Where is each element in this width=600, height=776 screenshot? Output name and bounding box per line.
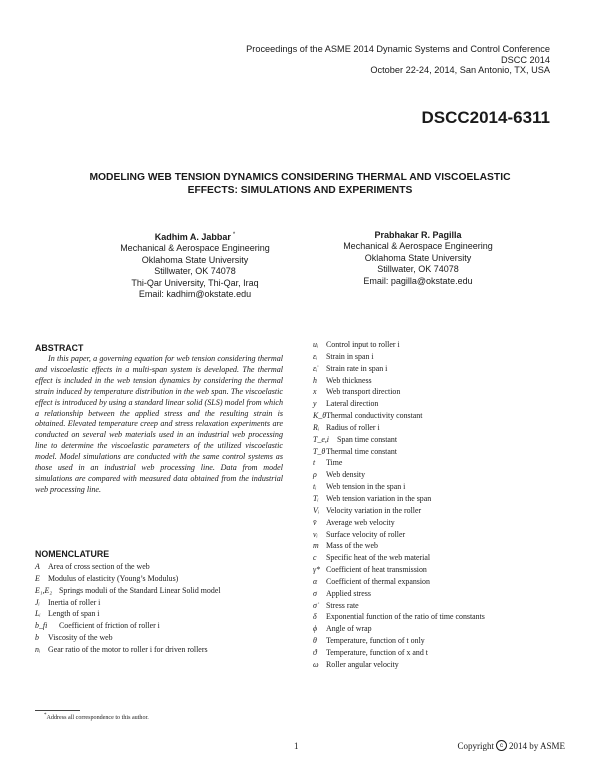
nomenclature-item: [35, 608, 285, 620]
nomenclature-item: [35, 597, 285, 609]
nomenclature-item: [313, 505, 568, 517]
author-email: Email: kadhim@okstate.edu: [138, 289, 252, 300]
nomenclature-item: [313, 386, 568, 398]
copyright-suffix: 2014 by ASME: [508, 740, 565, 751]
nomenclature-definition: Strain in span i: [326, 351, 374, 361]
nomenclature-item: [35, 573, 285, 585]
nomenclature-list-left: [35, 561, 285, 656]
author-email: Email: pagilla@okstate.edu: [363, 275, 473, 286]
nomenclature-symbol: σ̇: [313, 600, 317, 610]
nomenclature-symbol: Lᵢ: [35, 609, 41, 619]
nomenclature-item: [313, 647, 568, 659]
nomenclature-item: [313, 410, 568, 422]
nomenclature-symbol: A: [35, 562, 40, 571]
nomenclature-item: [313, 339, 568, 351]
nomenclature-definition: Gear ratio of the motor to roller i for driven rollers: [48, 644, 208, 654]
nomenclature-definition: Lateral direction: [326, 399, 379, 409]
nomenclature-symbol: Vᵢ: [313, 505, 320, 515]
nomenclature-symbol: Tᵢ: [313, 493, 319, 503]
author-affiliation: Mechanical & Aerospace Engineering: [343, 241, 493, 252]
nomenclature-item: [313, 422, 568, 434]
nomenclature-item: [313, 469, 568, 481]
nomenclature-definition: Web density: [326, 470, 366, 480]
author-footnote-mark: *: [232, 232, 236, 238]
nomenclature-item: [313, 611, 568, 623]
nomenclature-item: [313, 552, 568, 564]
nomenclature-item: [35, 632, 285, 644]
nomenclature-item: [313, 540, 568, 552]
copyright-symbol: c: [496, 740, 507, 751]
author-affiliation: Mechanical & Aerospace Engineering: [120, 243, 270, 254]
nomenclature-item: [313, 457, 568, 469]
nomenclature-definition: Web tension variation in the span: [326, 493, 432, 503]
conference-name: Proceedings of the ASME 2014 Dynamic Systems and Control Conference: [246, 44, 550, 54]
nomenclature-item: [313, 529, 568, 541]
nomenclature-symbol: m: [313, 541, 319, 551]
author-name: Prabhakar R. Pagilla: [374, 230, 462, 240]
nomenclature-symbol: b: [35, 633, 39, 643]
nomenclature-item: [35, 620, 285, 632]
nomenclature-symbol: Rᵢ: [313, 422, 320, 432]
conference-header: [246, 44, 550, 76]
nomenclature-definition: Web tension in the span i: [326, 482, 406, 492]
nomenclature-symbol: tᵢ: [313, 482, 317, 492]
footnote-mark: *: [44, 713, 47, 718]
nomenclature-symbol: γ*: [313, 565, 321, 575]
nomenclature-item: [313, 493, 568, 505]
nomenclature-definition: Applied stress: [326, 588, 371, 598]
nomenclature-item: [313, 446, 568, 458]
nomenclature-symbol: nᵢ: [35, 644, 41, 654]
nomenclature-symbol: t: [313, 458, 316, 468]
nomenclature-definition: Web thickness: [326, 375, 372, 385]
author-affiliation: Thi-Qar University, Thi-Qar, Iraq: [131, 277, 259, 288]
abstract-text: In this paper, a governing equation for web tension considering thermal and viscoelastic effects in a multi-span system is developed. The thermal effect is included in the web tension dynamics by considering the thermal strain induced by temperature distribution in the web span. The viscoelastic effect is introduced by using a standard linear solid (SLS) model from which a relationship between the applied stress and the resulting strain is obtained. Elevated temperature creep and stress relaxation experiments are conducted on several web materials used in an industrial web processing line to determine the viscoelastic parameters of the utilized viscoelastic model. Model simulations are conducted with the same control systems as those used in an industrial web processing line. Data from model simulations are compared with measured data obtained from the industrial web processing line.: [35, 354, 283, 494]
nomenclature-item: [35, 561, 285, 573]
nomenclature-definition: Web transport direction: [326, 387, 401, 397]
nomenclature-symbol: c: [313, 553, 317, 563]
nomenclature-symbol: εᵢ: [313, 351, 318, 361]
nomenclature-item: [313, 481, 568, 493]
nomenclature-item: [313, 564, 568, 576]
nomenclature-definition: Control input to roller i: [326, 340, 400, 349]
nomenclature-definition: Viscosity of the web: [48, 633, 113, 643]
nomenclature-list-right: [313, 339, 568, 671]
nomenclature-item: [313, 659, 568, 671]
nomenclature-symbol: b_fi: [35, 621, 48, 631]
nomenclature-definition: Strain rate in span i: [326, 363, 388, 373]
nomenclature-item: [313, 635, 568, 647]
author-affiliation: Oklahoma State University: [141, 254, 249, 265]
nomenclature-symbol: Jᵢ: [35, 597, 40, 607]
nomenclature-symbol: ϕ: [313, 624, 318, 634]
nomenclature-item: [35, 585, 285, 597]
page-number: 1: [294, 741, 299, 751]
nomenclature-item: [35, 644, 285, 656]
paper-title: MODELING WEB TENSION DYNAMICS CONSIDERING THERMAL AND VISCOELASTIC EFFECTS: SIMULATIONS AND EXPERIMENTS: [89, 172, 511, 196]
nomenclature-definition: Temperature, function of t only: [326, 636, 425, 646]
conference-acronym: DSCC 2014: [500, 54, 550, 65]
nomenclature-item: [313, 363, 568, 375]
nomenclature-symbol: ε̇ᵢ: [313, 363, 318, 373]
conference-date-location: October 22-24, 2014, San Antonio, TX, USA: [370, 65, 550, 75]
nomenclature-definition: Span time constant: [337, 434, 398, 444]
nomenclature-symbol: uᵢ: [313, 340, 319, 349]
nomenclature-symbol: ϑ: [313, 647, 317, 657]
author-name: Kadhim A. Jabbar: [154, 232, 231, 242]
nomenclature-symbol: θ: [313, 636, 317, 646]
paper-id: DSCC2014-6311: [421, 108, 550, 127]
nomenclature-item: [313, 517, 568, 529]
nomenclature-definition: Average web velocity: [326, 517, 395, 527]
nomenclature-symbol: y: [313, 399, 317, 409]
nomenclature-definition: Thermal conductivity constant: [326, 411, 423, 421]
copyright-prefix: Copyright: [457, 740, 494, 751]
nomenclature-symbol: E₁,E₂: [35, 585, 53, 595]
footnote-text: Address all correspondence to this author.: [46, 715, 149, 722]
nomenclature-definition: Time: [326, 458, 343, 468]
nomenclature-symbol: δ: [313, 612, 317, 622]
nomenclature-definition: Inertia of roller i: [48, 597, 101, 607]
nomenclature-definition: Springs moduli of the Standard Linear Solid model: [59, 585, 221, 595]
nomenclature-symbol: α: [313, 576, 318, 586]
nomenclature-definition: Coefficient of friction of roller i: [59, 621, 160, 631]
nomenclature-symbol: x: [313, 387, 317, 397]
author-affiliation: Oklahoma State University: [364, 252, 472, 263]
nomenclature-definition: Roller angular velocity: [326, 659, 399, 669]
nomenclature-item: [313, 351, 568, 363]
nomenclature-definition: Surface velocity of roller: [326, 529, 406, 539]
nomenclature-symbol: T_e,i: [313, 434, 330, 444]
nomenclature-item: [313, 576, 568, 588]
nomenclature-item: [313, 623, 568, 635]
nomenclature-symbol: v̄: [313, 517, 317, 527]
author-address: Stillwater, OK 74078: [154, 266, 236, 277]
nomenclature-definition: Modulus of elasticity (Young’s Modulus): [48, 573, 179, 583]
nomenclature-symbol: ω: [313, 659, 319, 669]
nomenclature-definition: Velocity variation in the roller: [326, 505, 422, 515]
footnote: [44, 713, 149, 721]
nomenclature-heading: NOMENCLATURE: [35, 549, 110, 559]
nomenclature-definition: Radius of roller i: [326, 422, 380, 432]
footnote-rule: [35, 710, 80, 711]
nomenclature-item: [313, 588, 568, 600]
nomenclature-definition: Length of span i: [48, 609, 100, 619]
author-block-1: [100, 230, 290, 300]
nomenclature-item: [313, 375, 568, 387]
nomenclature-definition: Specific heat of the web material: [326, 553, 431, 563]
nomenclature-definition: Area of cross section of the web: [48, 562, 150, 571]
abstract-heading: ABSTRACT: [35, 343, 84, 353]
nomenclature-definition: Thermal time constant: [326, 446, 397, 456]
nomenclature-item: [313, 434, 568, 446]
nomenclature-item: [313, 398, 568, 410]
nomenclature-symbol: ρ: [313, 470, 317, 480]
nomenclature-definition: Coefficient of heat transmission: [326, 565, 427, 575]
nomenclature-definition: Coefficient of thermal expansion: [326, 576, 430, 586]
nomenclature-symbol: K_θ: [313, 411, 327, 421]
author-address: Stillwater, OK 74078: [377, 264, 459, 275]
nomenclature-item: [313, 600, 568, 612]
nomenclature-symbol: vᵢ: [313, 529, 318, 539]
nomenclature-definition: Exponential function of the ratio of time constants: [326, 612, 485, 622]
nomenclature-definition: Temperature, function of x and t: [326, 647, 428, 657]
nomenclature-symbol: E: [35, 573, 40, 583]
nomenclature-definition: Mass of the web: [326, 541, 378, 551]
copyright-notice: [457, 740, 565, 751]
author-block-2: [318, 230, 518, 287]
nomenclature-definition: Stress rate: [326, 600, 359, 610]
nomenclature-symbol: T_θ: [313, 446, 326, 456]
nomenclature-symbol: h: [313, 375, 317, 385]
nomenclature-definition: Angle of wrap: [326, 624, 372, 634]
nomenclature-symbol: σ: [313, 588, 317, 598]
